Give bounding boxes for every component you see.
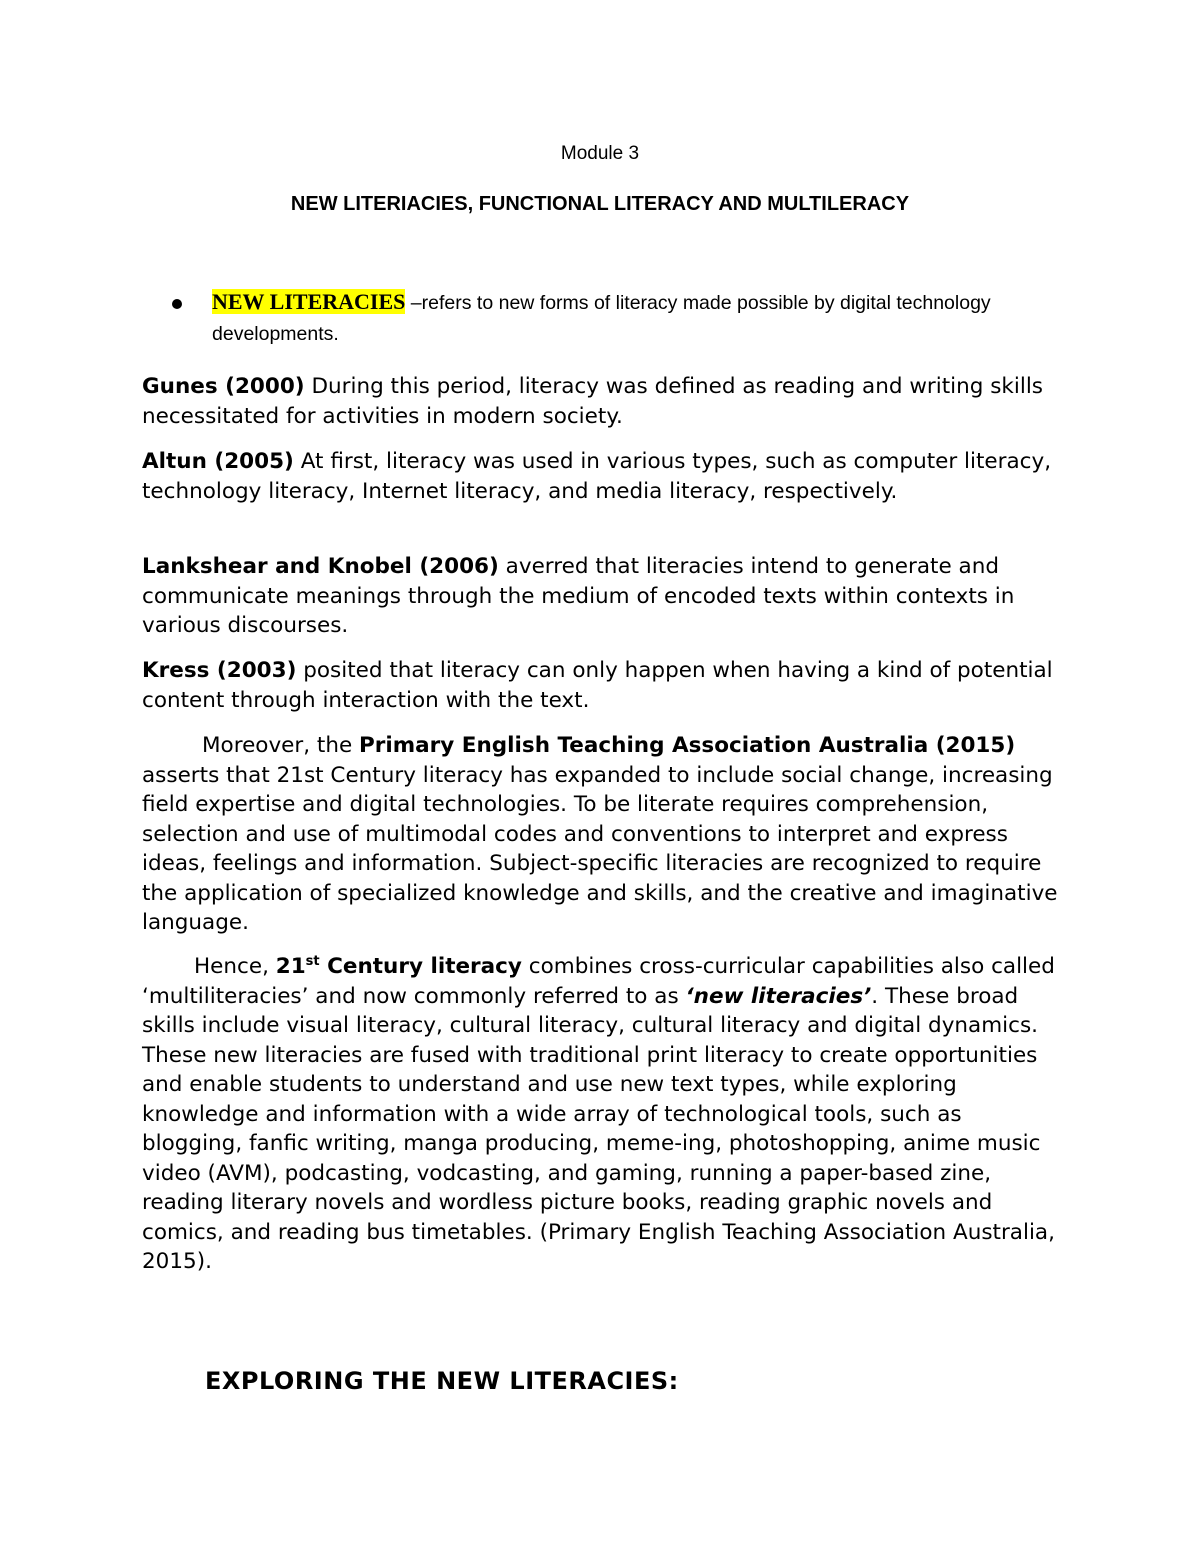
citation-author: Altun (2005) <box>142 449 294 474</box>
paragraph-gunes <box>142 372 1062 431</box>
section-heading: EXPLORING THE NEW LITERACIES: <box>205 1367 679 1395</box>
ordinal-suffix: st <box>305 953 320 969</box>
paragraph-kress <box>142 656 1062 715</box>
bullet-text <box>212 286 1052 350</box>
paragraph-hence <box>142 952 1062 1277</box>
citation-author: Kress (2003) <box>142 658 297 683</box>
paragraph-lead: Moreover, the <box>202 733 360 758</box>
century-literacy-term: Century literacy <box>319 954 522 979</box>
bullet-definition: –refers to new forms of literacy made possible by digital technology developments. <box>212 292 991 345</box>
paragraph-text-continued: . These broad skills include visual literacy, cultural literacy, cultural literacy and digital dynamics. These new literacies are fused with traditional print literacy to create opportunities and enable students to understand and use new text types, while exploring knowledge and information with a wide array of technological tools, such as blogging, fanfic writing, manga producing, meme-ing, photoshopping, anime music video (AVM), podcasting, vodcasting, and gaming, running a paper-based zine, reading literary novels and wordless picture books, reading graphic novels and comics, and reading bus timetables. (Primary English Teaching Association Australia, 2015). <box>142 983 1055 1274</box>
bullet-dot-icon <box>172 299 182 309</box>
paragraph-lankshear <box>142 552 1062 641</box>
new-literacies-term: ‘new literacies’ <box>685 983 872 1009</box>
paragraph-lead: Hence, <box>194 954 276 979</box>
paragraph-peta <box>142 731 1062 938</box>
paragraph-text: At first, literacy was used in various types, such as computer literacy, technology literacy, Internet literacy, and media literacy, respectively. <box>142 449 1052 504</box>
document-title: NEW LITERIACIES, FUNCTIONAL LITERACY AND MULTILERACY <box>290 193 910 215</box>
paragraph-text: asserts that 21st Century literacy has expanded to include social change, increasing field expertise and digital technologies. To be literate requires comprehension, selection and use of multimodal codes and conventions to interpret and express ideas, feelings and information. Subject-specific literacies are recognized to require the application of specialized knowledge and skills, and the creative and imaginative language. <box>142 762 1058 935</box>
paragraph-text: combines cross-curricular capabilities also called ‘multiliteracies’ and now commonly referred to as <box>142 954 1055 1009</box>
century-number: 21 <box>275 954 306 979</box>
highlighted-term: NEW LITERACIES <box>212 289 406 314</box>
paragraph-text: posited that literacy can only happen when having a kind of potential content through interaction with the text. <box>142 658 1053 713</box>
module-label: Module 3 <box>560 143 640 164</box>
organization-name: Primary English Teaching Association Australia (2015) <box>359 733 1016 758</box>
citation-author: Lankshear and Knobel (2006) <box>142 554 499 579</box>
paragraph-text: During this period, literacy was defined as reading and writing skills necessitated for activities in modern society. <box>142 374 1044 429</box>
citation-author: Gunes (2000) <box>142 374 305 399</box>
paragraph-altun <box>142 447 1062 506</box>
paragraph-text: averred that literacies intend to generate and communicate meanings through the medium of encoded texts within contexts in various discourses. <box>142 554 1015 638</box>
